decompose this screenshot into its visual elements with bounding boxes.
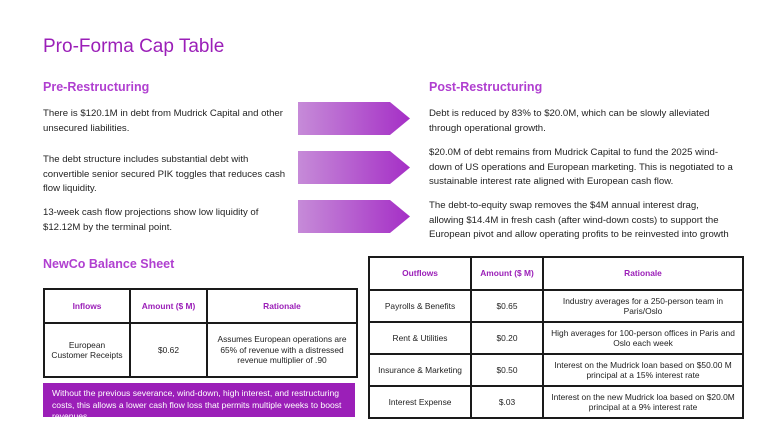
pre-restructuring-heading: Pre-Restructuring <box>43 80 150 94</box>
arrow-right-icon <box>298 200 410 233</box>
table-cell: Payrolls & Benefits <box>369 290 471 322</box>
table-header-cell: Amount ($ M) <box>471 257 543 290</box>
table-cell: Assumes European operations are 65% of revenue with a distressed revenue multiplier of .90 <box>207 323 357 377</box>
outflows-table <box>368 256 744 419</box>
table-cell: Interest on the Mudrick loan based on $50.00 M principal at a 15% interest rate <box>543 354 743 386</box>
table-row <box>369 322 743 354</box>
table-row <box>369 386 743 418</box>
post-point-1: Debt is reduced by 83% to $20.0M, which can be slowly alleviated through operational growth. <box>429 108 710 134</box>
table-row <box>369 290 743 322</box>
post-point-2: $20.0M of debt remains from Mudrick Capital to fund the 2025 wind-down of US operations and European marketing. This is negotiated to a sustainable interest rate aligned with European cash flow. <box>429 147 733 187</box>
table-cell: Industry averages for a 250-person team in Paris/Oslo <box>543 290 743 322</box>
table-row <box>369 354 743 386</box>
table-cell: $0.20 <box>471 322 543 354</box>
table-header-cell: Inflows <box>44 289 130 323</box>
pre-point-2: The debt structure includes substantial debt with convertible senior secured PIK toggles that reduces cash flow liquidity. <box>43 154 286 194</box>
table-header-row <box>44 289 357 323</box>
table-header-row <box>369 257 743 290</box>
table-cell: $0.65 <box>471 290 543 322</box>
table-cell: $0.62 <box>130 323 207 377</box>
arrow-right-icon <box>298 151 410 184</box>
table-header-cell: Rationale <box>207 289 357 323</box>
pre-point-1: There is $120.1M in debt from Mudrick Capital and other unsecured liabilities. <box>43 108 283 134</box>
table-cell: Interest on the new Mudrick loa based on $20.0M principal at a 9% interest rate <box>543 386 743 418</box>
table-row <box>44 323 357 377</box>
table-cell: Rent & Utilities <box>369 322 471 354</box>
inflows-table <box>43 288 358 378</box>
note-box: Without the previous severance, wind-down, high interest, and restructuring costs, this allows a lower cash flow loss that permits multiple weeks to boost revenues. <box>43 383 355 417</box>
arrow-right-icon <box>298 102 410 135</box>
table-cell: European Customer Receipts <box>44 323 130 377</box>
balance-sheet-heading: NewCo Balance Sheet <box>43 257 175 271</box>
post-restructuring-heading: Post-Restructuring <box>429 80 543 94</box>
table-header-cell: Outflows <box>369 257 471 290</box>
table-cell: Interest Expense <box>369 386 471 418</box>
pre-point-3: 13-week cash flow projections show low liquidity of $12.12M by the terminal point. <box>43 207 259 233</box>
post-point-3: The debt-to-equity swap removes the $4M annual interest drag, allowing $14.4M in fresh cash (after wind-down costs) to support the European pivot and allow operating profits to be reinvested into growth <box>429 200 729 240</box>
table-cell: Insurance & Marketing <box>369 354 471 386</box>
table-header-cell: Amount ($ M) <box>130 289 207 323</box>
table-cell: High averages for 100-person offices in Paris and Oslo each week <box>543 322 743 354</box>
page-title: Pro-Forma Cap Table <box>43 36 225 57</box>
table-cell: $.03 <box>471 386 543 418</box>
table-cell: $0.50 <box>471 354 543 386</box>
table-header-cell: Rationale <box>543 257 743 290</box>
